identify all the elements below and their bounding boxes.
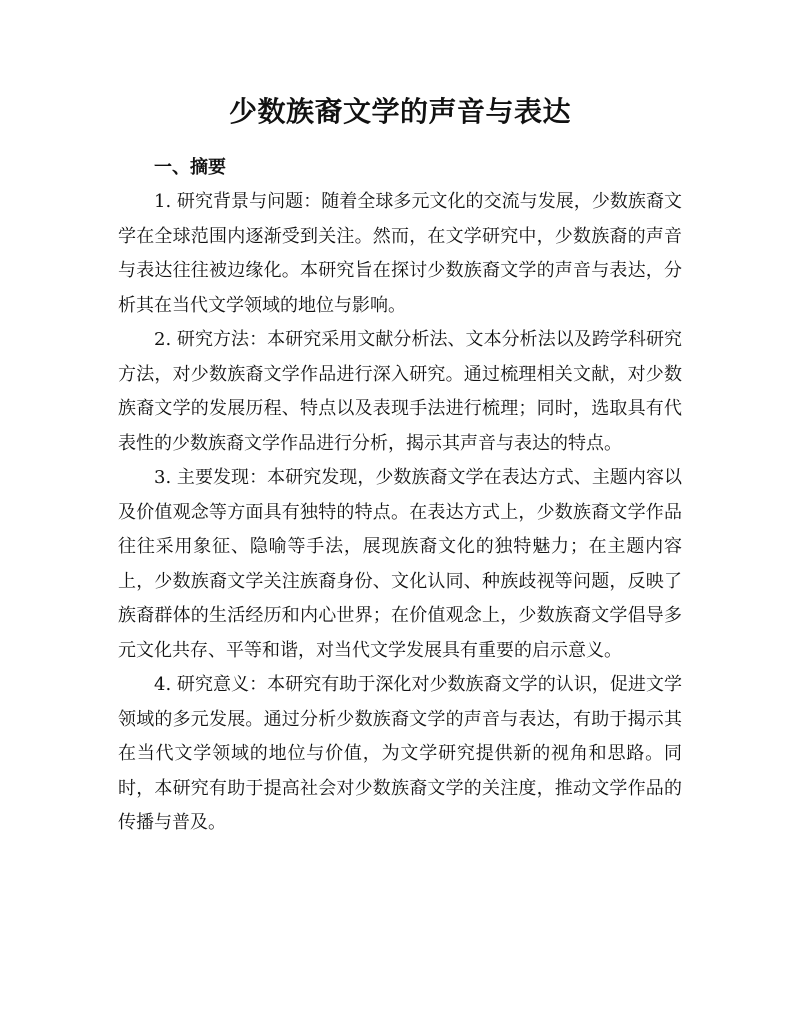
- paragraph-research-background: 1. 研究背景与问题：随着全球多元文化的交流与发展，少数族裔文学在全球范围内逐渐受到关注。然而，在文学研究中，少数族裔的声音与表达往往被边缘化。本研究旨在探讨少数族裔文学的声音与表达，分析其在当代文学领域的地位与影响。: [118, 191, 682, 316]
- paragraph-research-method: 2. 研究方法：本研究采用文献分析法、文本分析法以及跨学科研究方法，对少数族裔文学作品进行深入研究。通过梳理相关文献，对少数族裔文学的发展历程、特点以及表现手法进行梳理；同时，选取具有代表性的少数族裔文学作品进行分析，揭示其声音与表达的特点。: [118, 329, 682, 454]
- paragraph-research-significance: 4. 研究意义：本研究有助于深化对少数族裔文学的认识，促进文学领域的多元发展。通过分析少数族裔文学的声音与表达，有助于揭示其在当代文学领域的地位与价值，为文学研究提供新的视角和思路。同时，本研究有助于提高社会对少数族裔文学的关注度，推动文学作品的传播与普及。: [118, 674, 682, 833]
- section-heading-abstract: 一、摘要: [154, 157, 226, 178]
- paragraph-main-findings: 3. 主要发现：本研究发现，少数族裔文学在表达方式、主题内容以及价值观念等方面具有独特的特点。在表达方式上，少数族裔文学作品往往采用象征、隐喻等手法，展现族裔文化的独特魅力；在主题内容上，少数族裔文学关注族裔身份、文化认同、种族歧视等问题，反映了族裔群体的生活经历和内心世界；在价值观念上，少数族裔文学倡导多元文化共存、平等和谐，对当代文学发展具有重要的启示意义。: [118, 467, 682, 661]
- document-title: 少数族裔文学的声音与表达: [228, 95, 571, 128]
